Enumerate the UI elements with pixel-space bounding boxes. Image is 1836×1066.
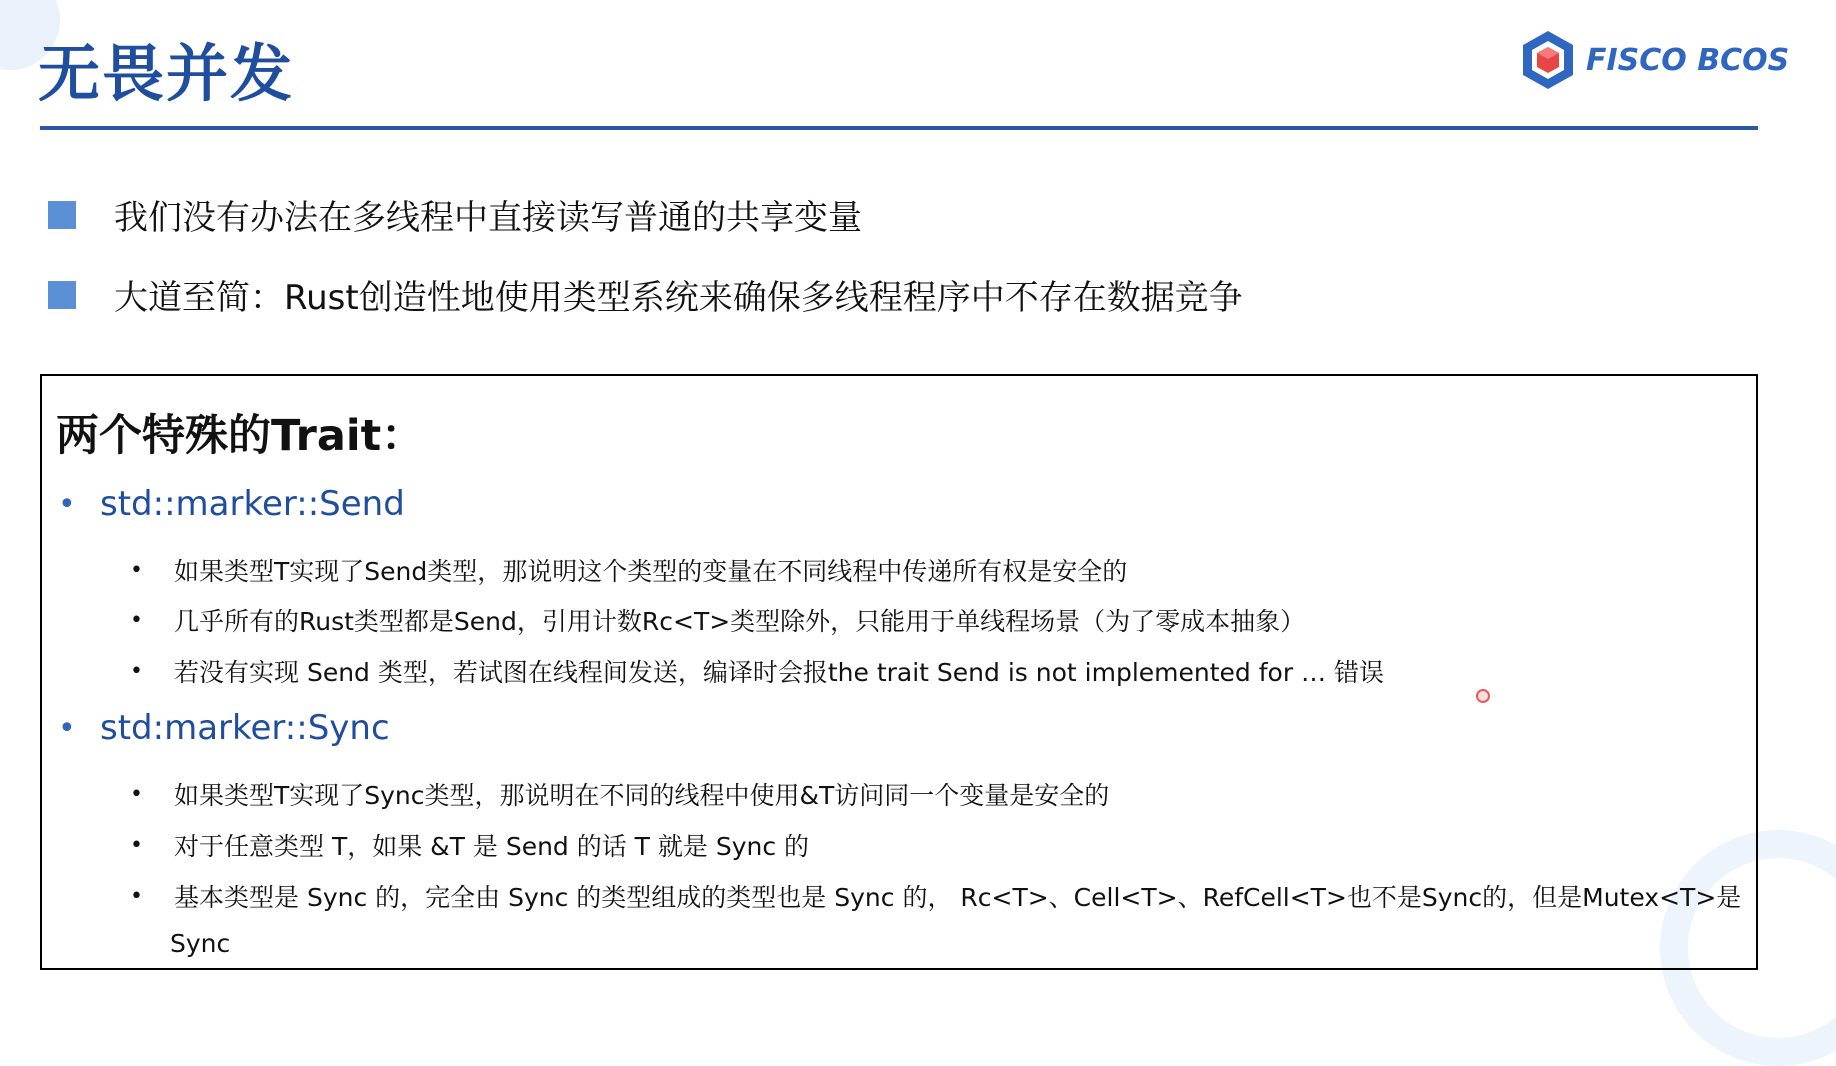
- list-item-text: 如果类型T实现了Sync类型，那说明在不同的线程中使用&T访问同一个变量是安全的: [174, 781, 1110, 810]
- bullet-dot-icon: •: [58, 486, 76, 522]
- bullet-dot-icon: •: [130, 557, 143, 583]
- list-item-text: 几乎所有的Rust类型都是Send，引用计数Rc<T>类型除外，只能用于单线程场景（为了零成本抽象）: [174, 607, 1306, 636]
- logo-wordmark: FISCO BCOS: [1586, 42, 1790, 78]
- bullet-text: 大道至简：Rust创造性地使用类型系统来确保多线程程序中不存在数据竞争: [114, 278, 1243, 318]
- slide-title: 无畏并发: [38, 37, 295, 110]
- bullet-dot-icon: •: [130, 781, 143, 807]
- section-send: [58, 484, 405, 524]
- bullet-dot-icon: •: [130, 832, 143, 858]
- fisco-bcos-logo-icon: [1518, 28, 1578, 92]
- list-item-text: 基本类型是 Sync 的，完全由 Sync 的类型组成的类型也是 Sync 的， Rc<T>、Cell<T>、RefCell<T>也不是Sync的，但是Mutex<T>是: [174, 883, 1742, 912]
- section-label: std::marker::Send: [100, 484, 405, 524]
- square-bullet-icon: [48, 281, 76, 309]
- bullet-dot-icon: •: [130, 658, 143, 684]
- square-bullet-icon: [48, 201, 76, 229]
- list-item: [126, 878, 1741, 914]
- title-divider: [40, 126, 1758, 130]
- list-item: [126, 653, 1384, 689]
- list-item-text: 对于任意类型 T，如果 &T 是 Send 的话 T 就是 Sync 的: [174, 832, 810, 861]
- bullet-text: 我们没有办法在多线程中直接读写普通的共享变量: [114, 198, 862, 238]
- list-item: [126, 776, 1109, 812]
- bullet-point: [48, 270, 1243, 319]
- list-item: [126, 552, 1127, 588]
- trait-box: [40, 374, 1758, 970]
- bullet-point: [48, 190, 862, 239]
- section-label: std:marker::Sync: [100, 708, 390, 748]
- section-sync: [58, 708, 390, 748]
- list-item-text: 如果类型T实现了Send类型，那说明这个类型的变量在不同线程中传递所有权是安全的: [174, 557, 1128, 586]
- list-item: [126, 602, 1305, 638]
- pointer-dot: [1476, 689, 1490, 703]
- fisco-bcos-logo: [1518, 28, 1789, 92]
- list-item: [126, 827, 809, 863]
- box-title: 两个特殊的Trait：: [56, 411, 425, 461]
- list-item-text: 若没有实现 Send 类型，若试图在线程间发送，编译时会报the trait Send is not implemented for … 错误: [174, 658, 1384, 687]
- bullet-dot-icon: •: [58, 710, 76, 746]
- bullet-dot-icon: •: [130, 607, 143, 633]
- list-item-continuation: Sync: [170, 929, 231, 958]
- bullet-dot-icon: •: [130, 883, 143, 909]
